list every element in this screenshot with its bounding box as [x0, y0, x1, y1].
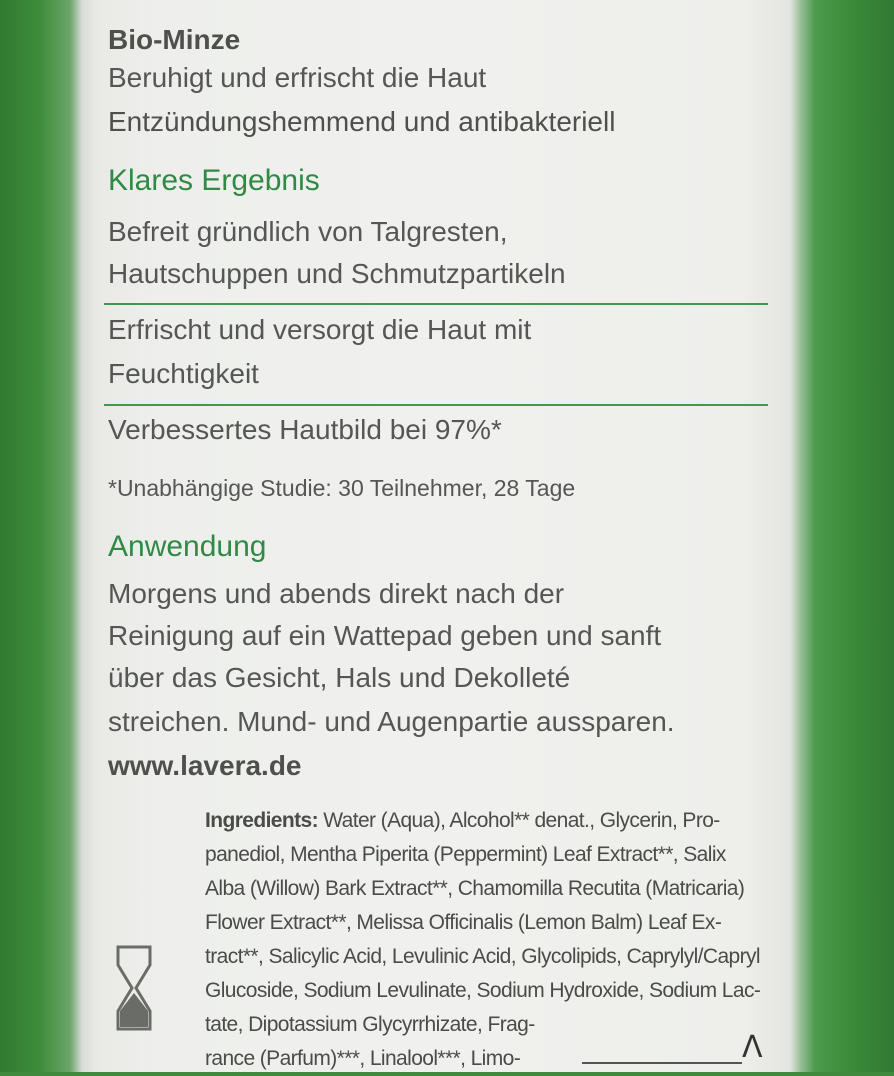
usage-line: streichen. Mund- und Augenpartie aussparen. — [108, 706, 675, 737]
ingredients-line: tate, Dipotassium Glycyrrhizate, Frag- — [205, 1013, 535, 1036]
claim-line: Verbessertes Hautbild bei 97%* — [108, 414, 502, 445]
ingredients-line: panediol, Mentha Piperita (Peppermint) Leaf Extract**, Salix — [205, 843, 726, 866]
divider — [582, 1062, 742, 1064]
divider — [104, 404, 768, 406]
claim-line: Feuchtigkeit — [108, 358, 259, 389]
claim-line: Hautschuppen und Schmutzpartikeln — [108, 258, 566, 289]
footnote: *Unabhängige Studie: 30 Teilnehmer, 28 Tage — [108, 475, 576, 501]
ingredients-label: Ingredients: — [205, 809, 318, 832]
ingredients-line: Alba (Willow) Bark Extract**, Chamomilla Recutita (Matricaria) — [205, 877, 745, 900]
section-heading-anwendung: Anwendung — [108, 530, 267, 563]
ingredients-line: tract**, Salicylic Acid, Levulinic Acid, Glycolipids, Caprylyl/Capryl — [205, 945, 760, 968]
ingredients-line: rance (Parfum)***, Linalool***, Limo- — [205, 1047, 521, 1070]
usage-line: Morgens und abends direkt nach der — [108, 578, 565, 609]
ingredients-block — [205, 804, 775, 1076]
benefit-line: Beruhigt und erfrischt die Haut — [108, 62, 487, 93]
usage-line: Reinigung auf ein Wattepad geben und sanft — [108, 620, 662, 651]
divider — [104, 303, 768, 305]
usage-line: über das Gesicht, Hals und Dekolleté — [108, 662, 571, 693]
ingredients-line: Ingredients: Water (Aqua), Alcohol** denat., Glycerin, Pro- — [205, 809, 720, 832]
website: www.lavera.de — [108, 750, 302, 781]
up-arrow-icon: Λ — [742, 1030, 763, 1065]
ingredients-line: Flower Extract**, Melissa Officinalis (Lemon Balm) Leaf Ex- — [205, 911, 722, 934]
ingredients-line: Glucoside, Sodium Levulinate, Sodium Hydroxide, Sodium Lac- — [205, 979, 761, 1002]
claim-line: Befreit gründlich von Talgresten, — [108, 216, 508, 247]
benefit-line: Entzündungshemmend und antibakteriell — [108, 106, 616, 137]
hourglass-icon — [116, 945, 152, 1031]
section-heading-bio-minze: Bio-Minze — [108, 24, 241, 55]
claim-line: Erfrischt und versorgt die Haut mit — [108, 314, 532, 345]
section-heading-klares-ergebnis: Klares Ergebnis — [108, 164, 320, 197]
